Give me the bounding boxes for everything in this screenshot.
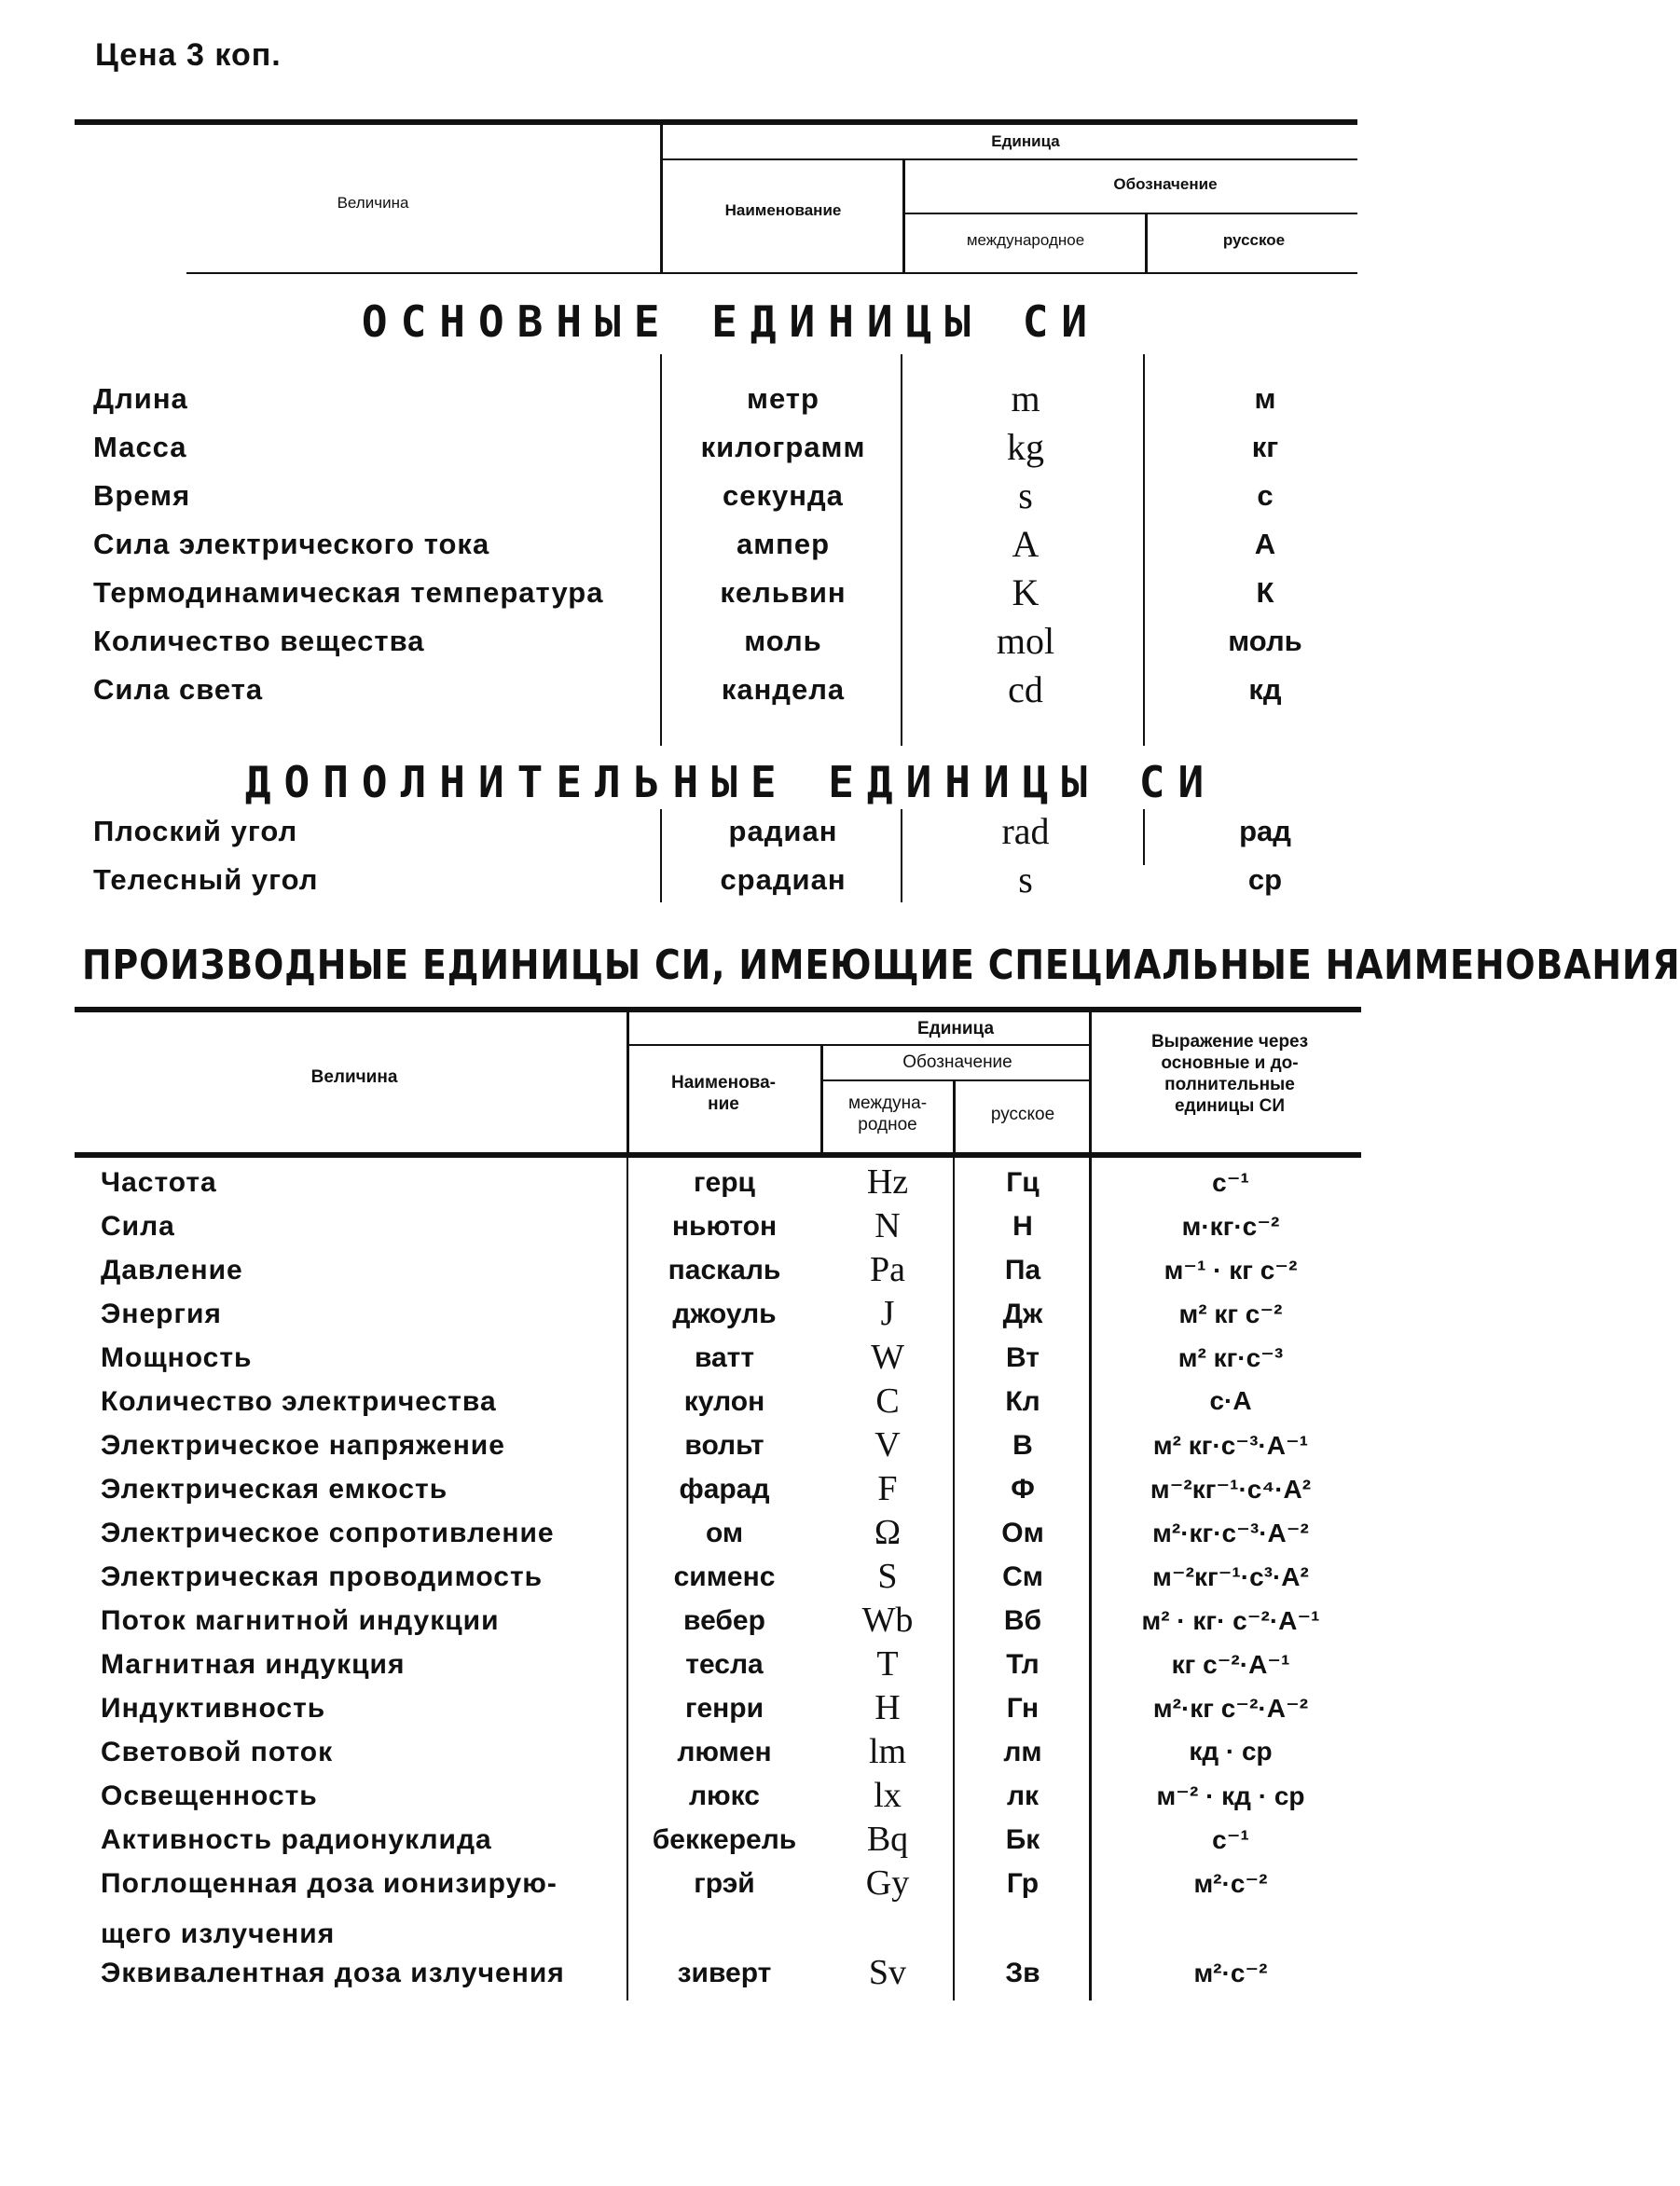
intl-symbol-cell: F [877, 1469, 898, 1508]
rus-symbol-cell: Ф [1011, 1474, 1035, 1505]
unit-header: Единица [991, 132, 1060, 150]
rus-symbol-cell: Гц [1006, 1167, 1040, 1198]
unit-name-cell: сименс [673, 1561, 776, 1592]
quantity-cell: Энергия [101, 1299, 222, 1329]
intl-symbol-cell: W [871, 1338, 904, 1377]
expression-cell: кд · ср [1189, 1737, 1273, 1766]
intl-symbol-cell: Ω [874, 1513, 902, 1552]
divider [627, 1044, 1091, 1046]
intl-symbol-cell: Bq [866, 1820, 909, 1859]
unit-name-cell: ампер [736, 528, 831, 560]
table-row [0, 1162, 1462, 1210]
quantity-cell: Сила [101, 1211, 175, 1242]
expression-cell: с·А [1209, 1386, 1252, 1415]
rus-symbol-cell: Тл [1006, 1649, 1040, 1680]
expression-cell: с⁻¹ [1212, 1825, 1249, 1854]
quantity-cell: Мощность [101, 1342, 253, 1373]
expression-cell: м²·кг·с⁻³·А⁻² [1152, 1519, 1309, 1547]
expression-cell: м·кг·с⁻² [1181, 1212, 1280, 1241]
table-row [0, 426, 1462, 479]
rus-symbol-cell: Гр [1006, 1868, 1040, 1899]
intl-header: международное [966, 231, 1085, 249]
unit-name-cell: ватт [694, 1342, 755, 1373]
intl-symbol-cell: V [874, 1425, 901, 1464]
expression-cell: м⁻²кг⁻¹·с³·А² [1152, 1562, 1309, 1591]
table-row [0, 1250, 1462, 1298]
intl-symbol-cell: Pa [870, 1250, 905, 1289]
rus-symbol-cell: Вб [1003, 1605, 1042, 1636]
divider [820, 1046, 823, 1152]
rus-symbol-cell: См [1002, 1561, 1043, 1592]
intl-symbol-cell: s [1018, 859, 1033, 901]
designation-header: Обозначение [902, 1052, 1012, 1072]
rus-symbol-cell: К [1256, 576, 1274, 609]
intl-symbol-cell: s [1018, 474, 1033, 516]
quantity-cell: Освещенность [101, 1780, 318, 1811]
top-rule [75, 1007, 1361, 1012]
divider [660, 158, 1357, 160]
table-row [0, 1425, 1462, 1473]
quantity-cell: Термодинамическая температура [93, 576, 604, 609]
unit-name-cell: зиверт [677, 1958, 772, 1988]
unit-name-cell: кандела [721, 673, 846, 706]
rus-symbol-cell: лк [1006, 1780, 1040, 1811]
unit-name-cell: срадиан [720, 863, 847, 896]
unit-name-cell: паскаль [668, 1255, 781, 1285]
table-row [0, 1338, 1462, 1385]
unit-name-cell: радиан [728, 815, 838, 847]
rus-symbol-cell: кд [1248, 673, 1282, 706]
unit-name-cell: вольт [684, 1430, 764, 1461]
rus-symbol-cell: Ом [1001, 1518, 1044, 1548]
section-base-title: ОСНОВНЫЕ ЕДИНИЦЫ СИ [361, 296, 1101, 347]
quantity-cell: Поглощенная доза ионизирую- [101, 1868, 558, 1899]
intl-symbol-cell: C [875, 1382, 900, 1421]
rus-symbol-cell: рад [1239, 815, 1291, 847]
quantity-cell: Индуктивность [101, 1693, 326, 1724]
table-row [0, 1513, 1462, 1560]
intl-symbol-cell: m [1011, 378, 1040, 419]
unit-name-cell: кельвин [720, 576, 847, 609]
rus-symbol-cell: Н [1012, 1211, 1033, 1242]
quantity-cell: Количество вещества [93, 625, 425, 657]
quantity-header: Величина [310, 1067, 398, 1087]
unit-name-cell: люкс [689, 1780, 760, 1811]
quantity-cell: Магнитная индукция [101, 1649, 406, 1680]
rus-header: русское [1222, 231, 1286, 249]
table-row [0, 1557, 1462, 1604]
table-row [0, 378, 1462, 431]
intl-symbol-cell: lm [868, 1732, 907, 1771]
quantity-cell: Электрическое сопротивление [101, 1518, 555, 1548]
rus-symbol-cell: Бк [1005, 1824, 1040, 1855]
intl-symbol-cell: cd [1008, 668, 1043, 710]
rus-symbol-cell: Вт [1006, 1342, 1040, 1373]
table-row [0, 1953, 1462, 2000]
expression-cell: м⁻²кг⁻¹·с⁴·А² [1150, 1475, 1312, 1504]
unit-name-cell: секунда [723, 479, 844, 512]
expression-cell: м²·кг с⁻²·А⁻² [1152, 1694, 1309, 1723]
rus-symbol-cell: Зв [1005, 1958, 1040, 1988]
table-row [0, 1644, 1462, 1692]
quantity-cell: Масса [93, 431, 187, 463]
expression-cell: м²·с⁻² [1193, 1959, 1268, 1987]
divider [902, 160, 905, 272]
divider [627, 1012, 629, 1152]
rus-symbol-cell: Кл [1005, 1386, 1040, 1417]
rus-symbol-cell: В [1012, 1430, 1033, 1461]
intl-symbol-cell: Sv [868, 1953, 907, 1992]
intl-symbol-cell: H [874, 1688, 901, 1727]
expression-cell: м⁻² · кд · ср [1156, 1781, 1305, 1810]
unit-name-cell: метр [747, 382, 819, 415]
unit-name-cell: генри [684, 1693, 764, 1724]
intl-symbol-cell: J [880, 1294, 895, 1333]
table-row [0, 1918, 1462, 1961]
quantity-cell: Электрическая проводимость [101, 1561, 544, 1592]
quantity-cell: Количество электричества [101, 1386, 497, 1417]
table-row [0, 571, 1462, 625]
quantity-cell: Частота [101, 1167, 217, 1198]
derived-units-title: ПРОИЗВОДНЫЕ ЕДИНИЦЫ СИ, ИМЕЮЩИЕ СПЕЦИАЛЬНЫЕ НАИМЕНОВАНИЯ [82, 942, 1680, 989]
unit-name-cell: килограмм [700, 431, 866, 463]
expr-header: Выражение через основные и до- полнительные единицы СИ [1150, 1032, 1309, 1116]
expression-cell: м⁻¹ · кг с⁻² [1164, 1256, 1298, 1285]
table-row [0, 859, 1462, 912]
rus-header: русское [990, 1105, 1055, 1124]
table-row [0, 1294, 1462, 1341]
quantity-cell: Время [93, 479, 191, 512]
intl-symbol-cell: K [1012, 571, 1040, 613]
divider [820, 1079, 1091, 1081]
intl-symbol-cell: lx [874, 1776, 902, 1815]
table-row [0, 474, 1462, 528]
table-row [0, 1732, 1462, 1780]
unit-name-cell: вебер [683, 1605, 765, 1636]
table-row [0, 1863, 1462, 1911]
intl-symbol-cell: Gy [865, 1863, 910, 1903]
top-rule [75, 119, 1357, 125]
table-row [0, 620, 1462, 673]
unit-name-cell: грэй [694, 1868, 755, 1899]
quantity-cell: Плоский угол [93, 815, 298, 847]
unit-name-cell: моль [744, 625, 822, 657]
divider [953, 1081, 956, 1152]
rus-symbol-cell: с [1257, 479, 1274, 512]
unit-name-cell: люмен [677, 1737, 772, 1767]
rus-symbol-cell: м [1254, 382, 1276, 415]
unit-name-cell: беккерель [652, 1824, 797, 1855]
rus-symbol-cell: ср [1247, 863, 1283, 896]
quantity-cell: Эквивалентная доза излучения [101, 1958, 565, 1988]
quantity-cell: щего излучения [101, 1918, 336, 1949]
unit-name-cell: джоуль [672, 1299, 777, 1329]
intl-symbol-cell: N [874, 1206, 901, 1245]
bottom-rule [75, 1152, 1361, 1158]
quantity-cell: Световой поток [101, 1737, 334, 1767]
quantity-cell: Активность радионуклида [101, 1824, 492, 1855]
table-row [0, 1382, 1462, 1429]
table-row [0, 1776, 1462, 1823]
quantity-header: Величина [337, 194, 409, 212]
unit-name-cell: герц [694, 1167, 755, 1198]
rus-symbol-cell: кг [1251, 431, 1279, 463]
quantity-cell: Давление [101, 1255, 243, 1285]
unit-header: Единица [916, 1019, 995, 1038]
rus-symbol-cell: Дж [1002, 1299, 1043, 1329]
quantity-cell: Длина [93, 382, 188, 415]
intl-symbol-cell: rad [1001, 810, 1050, 852]
table-row [0, 1688, 1462, 1736]
expression-cell: м² кг с⁻² [1178, 1299, 1283, 1328]
table-row [0, 1601, 1462, 1648]
expression-cell: м² · кг· с⁻²·А⁻¹ [1141, 1606, 1320, 1635]
unit-name-cell: тесла [685, 1649, 764, 1680]
quantity-cell: Электрическое напряжение [101, 1430, 505, 1461]
unit-name-cell: кулон [683, 1386, 765, 1417]
quantity-cell: Электрическая емкость [101, 1474, 448, 1505]
divider [902, 213, 1357, 214]
rus-symbol-cell: моль [1228, 625, 1302, 657]
expression-cell: м² кг·с⁻³·А⁻¹ [1152, 1431, 1309, 1460]
section-extra-title: ДОПОЛНИТЕЛЬНЫЕ ЕДИНИЦЫ СИ [244, 757, 1218, 807]
unit-name-cell: ньютон [671, 1211, 778, 1242]
rus-symbol-cell: Па [1004, 1255, 1041, 1285]
expression-cell: с⁻¹ [1212, 1168, 1249, 1197]
bottom-rule [186, 272, 1357, 274]
expression-cell: м² кг·с⁻³ [1177, 1343, 1284, 1372]
quantity-cell: Сила электрического тока [93, 528, 490, 560]
unit-name-cell: ом [705, 1518, 744, 1548]
divider [1145, 214, 1148, 272]
name-header: Наименование [724, 201, 842, 219]
intl-symbol-cell: S [877, 1557, 898, 1596]
table-row [0, 810, 1462, 863]
rus-symbol-cell: А [1254, 528, 1276, 560]
divider [660, 125, 663, 272]
expression-cell: кг с⁻²·А⁻¹ [1171, 1650, 1290, 1679]
intl-symbol-cell: Hz [866, 1162, 909, 1202]
intl-symbol-cell: A [1012, 523, 1040, 565]
rus-symbol-cell: Гн [1006, 1693, 1040, 1724]
table-row [0, 1820, 1462, 1867]
unit-name-cell: фарад [679, 1474, 770, 1505]
quantity-cell: Телесный угол [93, 863, 319, 896]
quantity-cell: Поток магнитной индукции [101, 1605, 500, 1636]
table-row [0, 523, 1462, 576]
intl-symbol-cell: Wb [861, 1601, 914, 1640]
expression-cell: м²·с⁻² [1193, 1869, 1268, 1898]
table-row [0, 1469, 1462, 1517]
table-row [0, 1206, 1462, 1254]
intl-symbol-cell: mol [996, 620, 1055, 662]
rus-symbol-cell: лм [1003, 1737, 1042, 1767]
table-row [0, 668, 1462, 722]
quantity-cell: Сила света [93, 673, 264, 706]
intl-symbol-cell: kg [1007, 426, 1044, 468]
intl-header: междуна- родное [847, 1093, 928, 1134]
intl-symbol-cell: T [876, 1644, 899, 1684]
designation-header: Обозначение [1113, 175, 1218, 193]
name-header: Наименова- ние [671, 1073, 776, 1114]
price-label: Цена 3 коп. [95, 37, 282, 73]
